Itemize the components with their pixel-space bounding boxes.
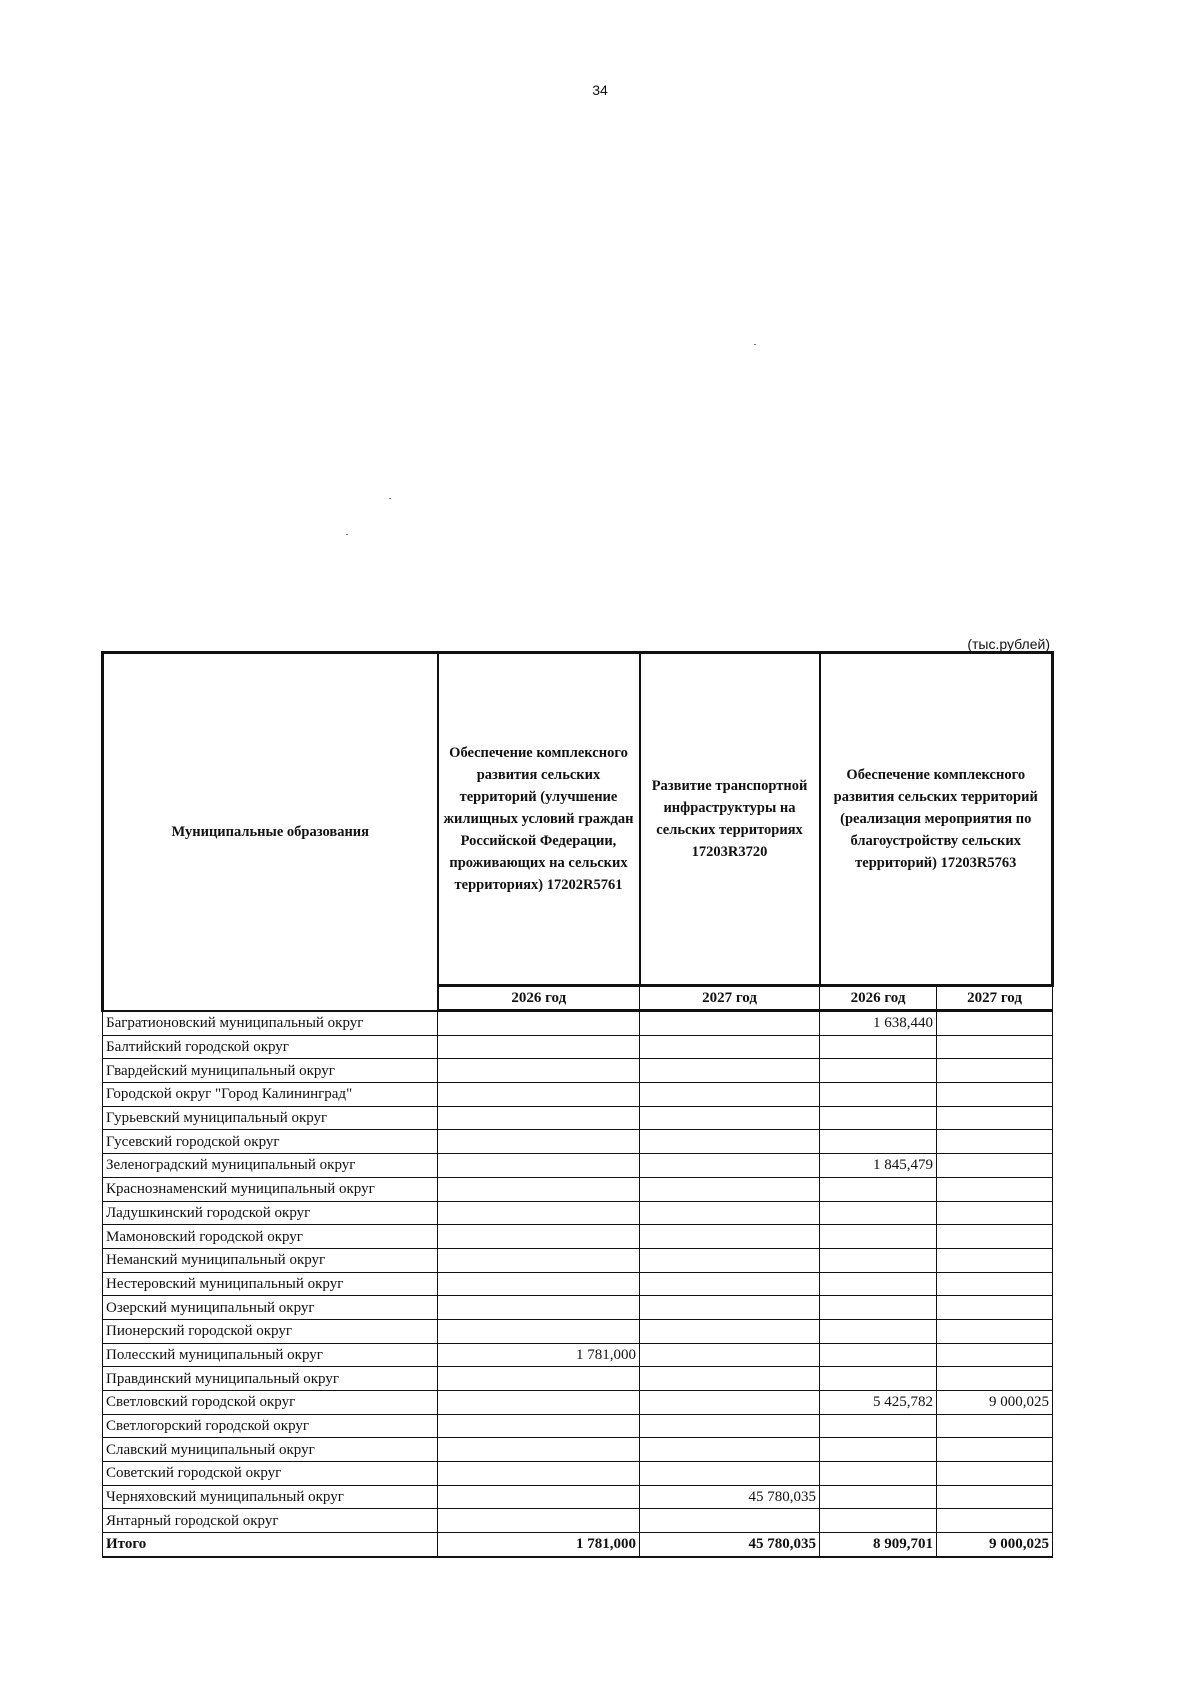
municipality-cell: Озерский муниципальный округ <box>103 1296 438 1320</box>
table-row <box>103 1106 1053 1130</box>
municipality-cell: Светлогорский городской округ <box>103 1414 438 1438</box>
improvement-2027-cell <box>937 1343 1053 1367</box>
municipality-cell: Правдинский муниципальный округ <box>103 1367 438 1391</box>
transport-2027-cell <box>640 1106 820 1130</box>
municipality-cell: Нестеровский муниципальный округ <box>103 1272 438 1296</box>
municipality-cell: Краснознаменский муниципальный округ <box>103 1177 438 1201</box>
municipality-cell: Мамоновский городской округ <box>103 1225 438 1249</box>
header-transport: Развитие транспортной инфраструктуры на сельских территориях 17203R3720 <box>640 653 820 986</box>
housing-2026-cell <box>438 1201 640 1225</box>
improvement-2027-cell <box>937 1106 1053 1130</box>
table-row <box>103 1248 1053 1272</box>
housing-2026-cell <box>438 1319 640 1343</box>
table-row <box>103 1201 1053 1225</box>
transport-2027-cell <box>640 1011 820 1036</box>
table-row <box>103 1083 1053 1107</box>
improvement-2026-cell <box>820 1177 937 1201</box>
improvement-2027-cell <box>937 1035 1053 1059</box>
improvement-2027-cell <box>937 1130 1053 1154</box>
housing-2026-cell <box>438 1106 640 1130</box>
municipality-cell: Черняховский муниципальный округ <box>103 1485 438 1509</box>
table-body <box>103 1011 1053 1557</box>
improvement-2027-cell <box>937 1509 1053 1533</box>
improvement-2026-cell <box>820 1272 937 1296</box>
transport-2027-cell <box>640 1201 820 1225</box>
improvement-2026-cell <box>820 1059 937 1083</box>
housing-2026-cell <box>438 1462 640 1486</box>
housing-2026-cell <box>438 1296 640 1320</box>
improvement-2027-cell <box>937 1059 1053 1083</box>
transport-2027-cell <box>640 1391 820 1415</box>
budget-table <box>101 651 1054 1558</box>
municipality-cell: Славский муниципальный округ <box>103 1438 438 1462</box>
total-improvement-2027-cell: 9 000,025 <box>937 1533 1053 1557</box>
total-municipality-cell: Итого <box>103 1533 438 1557</box>
total-row <box>103 1533 1053 1557</box>
year-improvement-2027: 2027 год <box>937 986 1053 1011</box>
housing-2026-cell <box>438 1414 640 1438</box>
improvement-2026-cell: 1 845,479 <box>820 1154 937 1178</box>
transport-2027-cell <box>640 1272 820 1296</box>
improvement-2026-cell <box>820 1225 937 1249</box>
transport-2027-cell <box>640 1225 820 1249</box>
header-housing: Обеспечение комплексного развития сельских территорий (улучшение жилищных условий граждан Российской Федерации, проживающих на сельских территориях) 17202R5761 <box>438 653 640 986</box>
municipality-cell: Светловский городской округ <box>103 1391 438 1415</box>
municipality-cell: Гвардейский муниципальный округ <box>103 1059 438 1083</box>
improvement-2026-cell <box>820 1130 937 1154</box>
improvement-2027-cell <box>937 1177 1053 1201</box>
housing-2026-cell <box>438 1367 640 1391</box>
improvement-2027-cell <box>937 1485 1053 1509</box>
municipality-cell: Городской округ "Город Калининград" <box>103 1083 438 1107</box>
transport-2027-cell <box>640 1035 820 1059</box>
transport-2027-cell <box>640 1296 820 1320</box>
improvement-2027-cell <box>937 1438 1053 1462</box>
table-row <box>103 1225 1053 1249</box>
table-row <box>103 1343 1053 1367</box>
transport-2027-cell <box>640 1177 820 1201</box>
year-improvement-2026: 2026 год <box>820 986 937 1011</box>
municipality-cell: Пионерский городской округ <box>103 1319 438 1343</box>
improvement-2026-cell <box>820 1367 937 1391</box>
improvement-2027-cell <box>937 1319 1053 1343</box>
improvement-2026-cell <box>820 1485 937 1509</box>
table-row <box>103 1059 1053 1083</box>
municipality-cell: Советский городской округ <box>103 1462 438 1486</box>
improvement-2027-cell <box>937 1367 1053 1391</box>
table-header-row <box>103 653 1053 986</box>
improvement-2026-cell <box>820 1438 937 1462</box>
improvement-2027-cell <box>937 1201 1053 1225</box>
improvement-2026-cell <box>820 1106 937 1130</box>
housing-2026-cell <box>438 1272 640 1296</box>
table-row <box>103 1509 1053 1533</box>
improvement-2027-cell <box>937 1414 1053 1438</box>
transport-2027-cell <box>640 1438 820 1462</box>
table-row <box>103 1154 1053 1178</box>
housing-2026-cell <box>438 1509 640 1533</box>
improvement-2026-cell <box>820 1414 937 1438</box>
municipality-cell: Ладушкинский городской округ <box>103 1201 438 1225</box>
improvement-2026-cell <box>820 1509 937 1533</box>
housing-2026-cell <box>438 1438 640 1462</box>
improvement-2027-cell <box>937 1296 1053 1320</box>
scan-speck <box>346 534 348 535</box>
table-row <box>103 1177 1053 1201</box>
total-housing-2026-cell: 1 781,000 <box>438 1533 640 1557</box>
header-municipality: Муниципальные образования <box>103 653 438 1011</box>
table-row <box>103 1462 1053 1486</box>
housing-2026-cell <box>438 1059 640 1083</box>
table-row <box>103 1035 1053 1059</box>
improvement-2026-cell <box>820 1035 937 1059</box>
improvement-2026-cell <box>820 1319 937 1343</box>
improvement-2027-cell <box>937 1248 1053 1272</box>
units-label: (тыс.рублей) <box>967 636 1050 652</box>
improvement-2026-cell <box>820 1201 937 1225</box>
municipality-cell: Балтийский городской округ <box>103 1035 438 1059</box>
housing-2026-cell <box>438 1225 640 1249</box>
improvement-2027-cell: 9 000,025 <box>937 1391 1053 1415</box>
total-transport-2027-cell: 45 780,035 <box>640 1533 820 1557</box>
transport-2027-cell <box>640 1248 820 1272</box>
total-improvement-2026-cell: 8 909,701 <box>820 1533 937 1557</box>
municipality-cell: Гурьевский муниципальный округ <box>103 1106 438 1130</box>
municipality-cell: Зеленоградский муниципальный округ <box>103 1154 438 1178</box>
improvement-2027-cell <box>937 1083 1053 1107</box>
table-row <box>103 1011 1053 1036</box>
municipality-cell: Полесский муниципальный округ <box>103 1343 438 1367</box>
municipality-cell: Гусевский городской округ <box>103 1130 438 1154</box>
table-row <box>103 1367 1053 1391</box>
transport-2027-cell <box>640 1462 820 1486</box>
transport-2027-cell <box>640 1059 820 1083</box>
table-row <box>103 1319 1053 1343</box>
transport-2027-cell <box>640 1319 820 1343</box>
housing-2026-cell <box>438 1083 640 1107</box>
municipality-cell: Багратионовский муниципальный округ <box>103 1011 438 1036</box>
transport-2027-cell <box>640 1154 820 1178</box>
page-number: 34 <box>592 82 608 98</box>
transport-2027-cell: 45 780,035 <box>640 1485 820 1509</box>
housing-2026-cell <box>438 1130 640 1154</box>
housing-2026-cell <box>438 1011 640 1036</box>
improvement-2026-cell: 5 425,782 <box>820 1391 937 1415</box>
transport-2027-cell <box>640 1509 820 1533</box>
table-row <box>103 1296 1053 1320</box>
improvement-2026-cell <box>820 1248 937 1272</box>
municipality-cell: Неманский муниципальный округ <box>103 1248 438 1272</box>
transport-2027-cell <box>640 1414 820 1438</box>
improvement-2027-cell <box>937 1462 1053 1486</box>
housing-2026-cell <box>438 1485 640 1509</box>
municipality-cell: Янтарный городской округ <box>103 1509 438 1533</box>
improvement-2027-cell <box>937 1272 1053 1296</box>
housing-2026-cell: 1 781,000 <box>438 1343 640 1367</box>
scan-speck <box>754 344 756 345</box>
table-row <box>103 1438 1053 1462</box>
improvement-2026-cell <box>820 1462 937 1486</box>
transport-2027-cell <box>640 1343 820 1367</box>
year-housing: 2026 год <box>438 986 640 1011</box>
table-row <box>103 1485 1053 1509</box>
scan-speck <box>389 498 391 499</box>
improvement-2027-cell <box>937 1225 1053 1249</box>
table-row <box>103 1391 1053 1415</box>
improvement-2026-cell <box>820 1083 937 1107</box>
improvement-2026-cell <box>820 1343 937 1367</box>
housing-2026-cell <box>438 1177 640 1201</box>
table-row <box>103 1414 1053 1438</box>
housing-2026-cell <box>438 1154 640 1178</box>
transport-2027-cell <box>640 1083 820 1107</box>
improvement-2026-cell: 1 638,440 <box>820 1011 937 1036</box>
improvement-2026-cell <box>820 1296 937 1320</box>
transport-2027-cell <box>640 1367 820 1391</box>
improvement-2027-cell <box>937 1011 1053 1036</box>
transport-2027-cell <box>640 1130 820 1154</box>
improvement-2027-cell <box>937 1154 1053 1178</box>
year-transport: 2027 год <box>640 986 820 1011</box>
housing-2026-cell <box>438 1391 640 1415</box>
table-row <box>103 1130 1053 1154</box>
table-row <box>103 1272 1053 1296</box>
housing-2026-cell <box>438 1035 640 1059</box>
housing-2026-cell <box>438 1248 640 1272</box>
header-improvement: Обеспечение комплексного развития сельских территорий (реализация мероприятия по благоустройству сельских территорий) 17203R5763 <box>820 653 1053 986</box>
